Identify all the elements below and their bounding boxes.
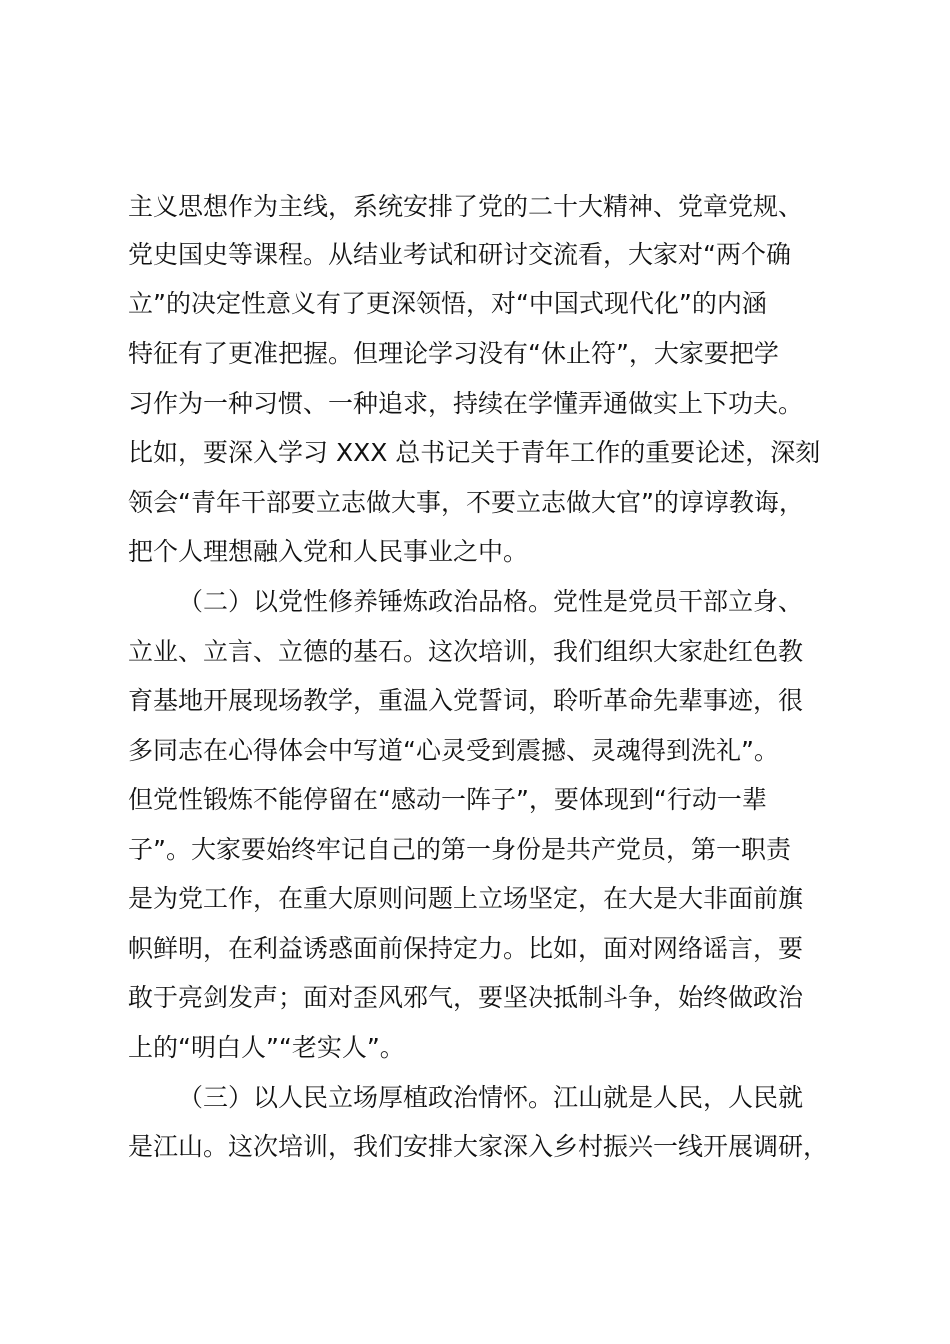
text-line: 立业、立言、立德的基石。这次培训，我们组织大家赴红色教 xyxy=(128,637,804,666)
text-line: 把个人理想融入党和人民事业之中。 xyxy=(128,537,529,566)
text-line: 上的“明白人”“老实人”。 xyxy=(128,1033,405,1062)
text-line: 是江山。这次培训，我们安排大家深入乡村振兴一线开展调研， xyxy=(128,1132,829,1161)
text-line: 特征有了更准把握。但理论学习没有“休止符”，大家要把学 xyxy=(128,339,779,368)
text-line: 领会“青年干部要立志做大事，不要立志做大官”的谆谆教诲， xyxy=(128,488,804,517)
paragraph-heading-2: （二）以党性修养锤炼政治品格。党性是党员干部立身、 xyxy=(178,587,804,616)
text-line: 是为党工作，在重大原则问题上立场坚定，在大是大非面前旗 xyxy=(128,884,804,913)
text-line: 立”的决定性意义有了更深领悟，对“中国式现代化”的内涵 xyxy=(128,289,767,318)
text-line: 育基地开展现场教学，重温入党誓词，聆听革命先辈事迹，很 xyxy=(128,686,804,715)
text-line: 主义思想作为主线，系统安排了党的二十大精神、党章党规、 xyxy=(128,192,804,221)
text-line: 但党性锻炼不能停留在“感动一阵子”，要体现到“行动一辈 xyxy=(128,785,767,814)
text-line: 习作为一种习惯、一种追求，持续在学懂弄通做实上下功夫。 xyxy=(128,389,804,418)
text-line: 敢于亮剑发声；面对歪风邪气，要坚决抵制斗争，始终做政治 xyxy=(128,983,804,1012)
text-line: 多同志在心得体会中写道“心灵受到震撼、灵魂得到洗礼”。 xyxy=(128,736,779,765)
paragraph-heading-3: （三）以人民立场厚植政治情怀。江山就是人民，人民就 xyxy=(178,1083,804,1112)
text-line: 比如，要深入学习 XXX 总书记关于青年工作的重要论述，深刻 xyxy=(128,438,821,467)
text-line: 党史国史等课程。从结业考试和研讨交流看，大家对“两个确 xyxy=(128,240,791,269)
text-line: 子”。大家要始终牢记自己的第一身份是共产党员，第一职责 xyxy=(128,835,791,864)
text-line: 帜鲜明，在利益诱惑面前保持定力。比如，面对网络谣言，要 xyxy=(128,934,804,963)
